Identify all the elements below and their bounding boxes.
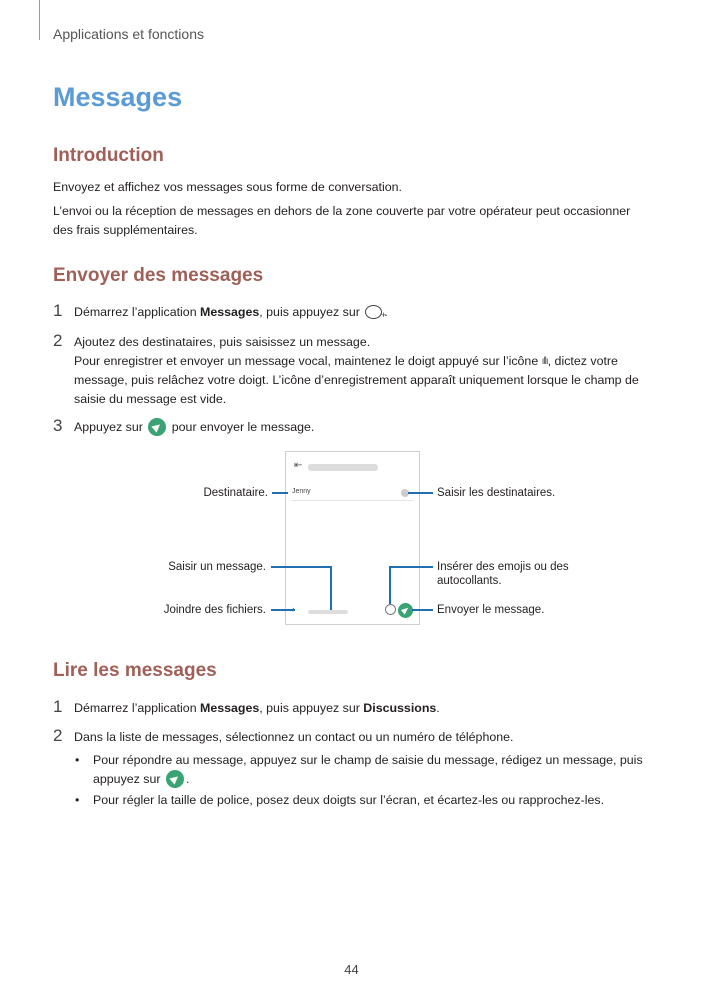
step-number: 3 (53, 416, 63, 435)
page-number: 44 (344, 962, 359, 977)
step-number: 1 (53, 697, 63, 716)
send-heading: Envoyer des messages (53, 265, 264, 286)
step-number: 2 (53, 726, 63, 745)
read-bullet-1: • Pour répondre au message, appuyez sur le champ de saisie du message, rédigez un message, puis appuyez sur . (75, 753, 643, 786)
callout-line (272, 492, 288, 494)
bullet-dot: • (75, 793, 80, 807)
step-number: 2 (53, 331, 63, 350)
callout-line (389, 566, 391, 604)
send-icon (398, 603, 413, 618)
send-icon (166, 770, 184, 788)
send-step-2: 2 Ajoutez des destinataires, puis saisissez un message. Pour enregistrer et envoyer un message vocal, maintenez le doigt appuyé sur l’icône ıllı, dictez votre message, puis relâchez votre doigt. L’icône d’enregistrement apparaît uniquement lorsque le champ de saisie du message est vide. (53, 331, 639, 406)
callout-line (412, 609, 433, 611)
page-edge-rule (39, 0, 40, 40)
bullet-dot: • (75, 753, 80, 767)
chapter-header: Applications et fonctions (53, 26, 204, 42)
intro-paragraph-2: L’envoi ou la réception de messages en dehors de la zone couverte par votre opérateur peut occasionner des frais supplémentaires. (53, 204, 631, 237)
read-heading: Lire les messages (53, 660, 217, 681)
callout-emoji: Insérer des emojis ou des autocollants. (437, 561, 569, 587)
intro-heading: Introduction (53, 145, 164, 166)
intro-paragraph-1: Envoyez et affichez vos messages sous forme de conversation. (53, 180, 402, 194)
callout-line (330, 566, 332, 610)
read-step-2: 2 Dans la liste de messages, sélectionnez un contact ou un numéro de téléphone. (53, 726, 514, 745)
compose-bubble-icon (365, 305, 382, 319)
send-step-3: 3 Appuyez sur pour envoyer le message. (53, 416, 315, 435)
callout-line (271, 566, 331, 568)
read-step-1: 1 Démarrez l’application Messages, puis appuyez sur Discussions. (53, 697, 440, 716)
blurred-header (308, 464, 378, 471)
callout-line (271, 609, 295, 611)
page-title: Messages (53, 82, 183, 112)
phone-screen-illustration (285, 451, 420, 625)
callout-line (408, 492, 433, 494)
callout-enter-message: Saisir un message. (168, 561, 266, 573)
send-step-1: 1 Démarrez l’application Messages, puis appuyez sur +. (53, 303, 653, 322)
voice-wave-icon: ıllı (541, 356, 548, 367)
step-number: 1 (53, 301, 63, 320)
recipient-divider (292, 500, 413, 501)
send-icon (148, 418, 166, 436)
read-bullet-2: • Pour régler la taille de police, posez deux doigts sur l’écran, et écartez-les ou rapprochez-les. (75, 791, 645, 810)
callout-line (389, 566, 433, 568)
callout-attach: Joindre des fichiers. (163, 604, 266, 616)
callout-send: Envoyer le message. (437, 604, 545, 616)
emoji-icon (385, 604, 396, 615)
back-arrow-icon: ⇤ (294, 460, 303, 471)
callout-enter-recipients: Saisir les destinataires. (437, 487, 556, 499)
recipient-sample: Jenny (292, 488, 311, 495)
message-field (308, 610, 348, 614)
callout-recipient: Destinataire. (203, 487, 268, 499)
